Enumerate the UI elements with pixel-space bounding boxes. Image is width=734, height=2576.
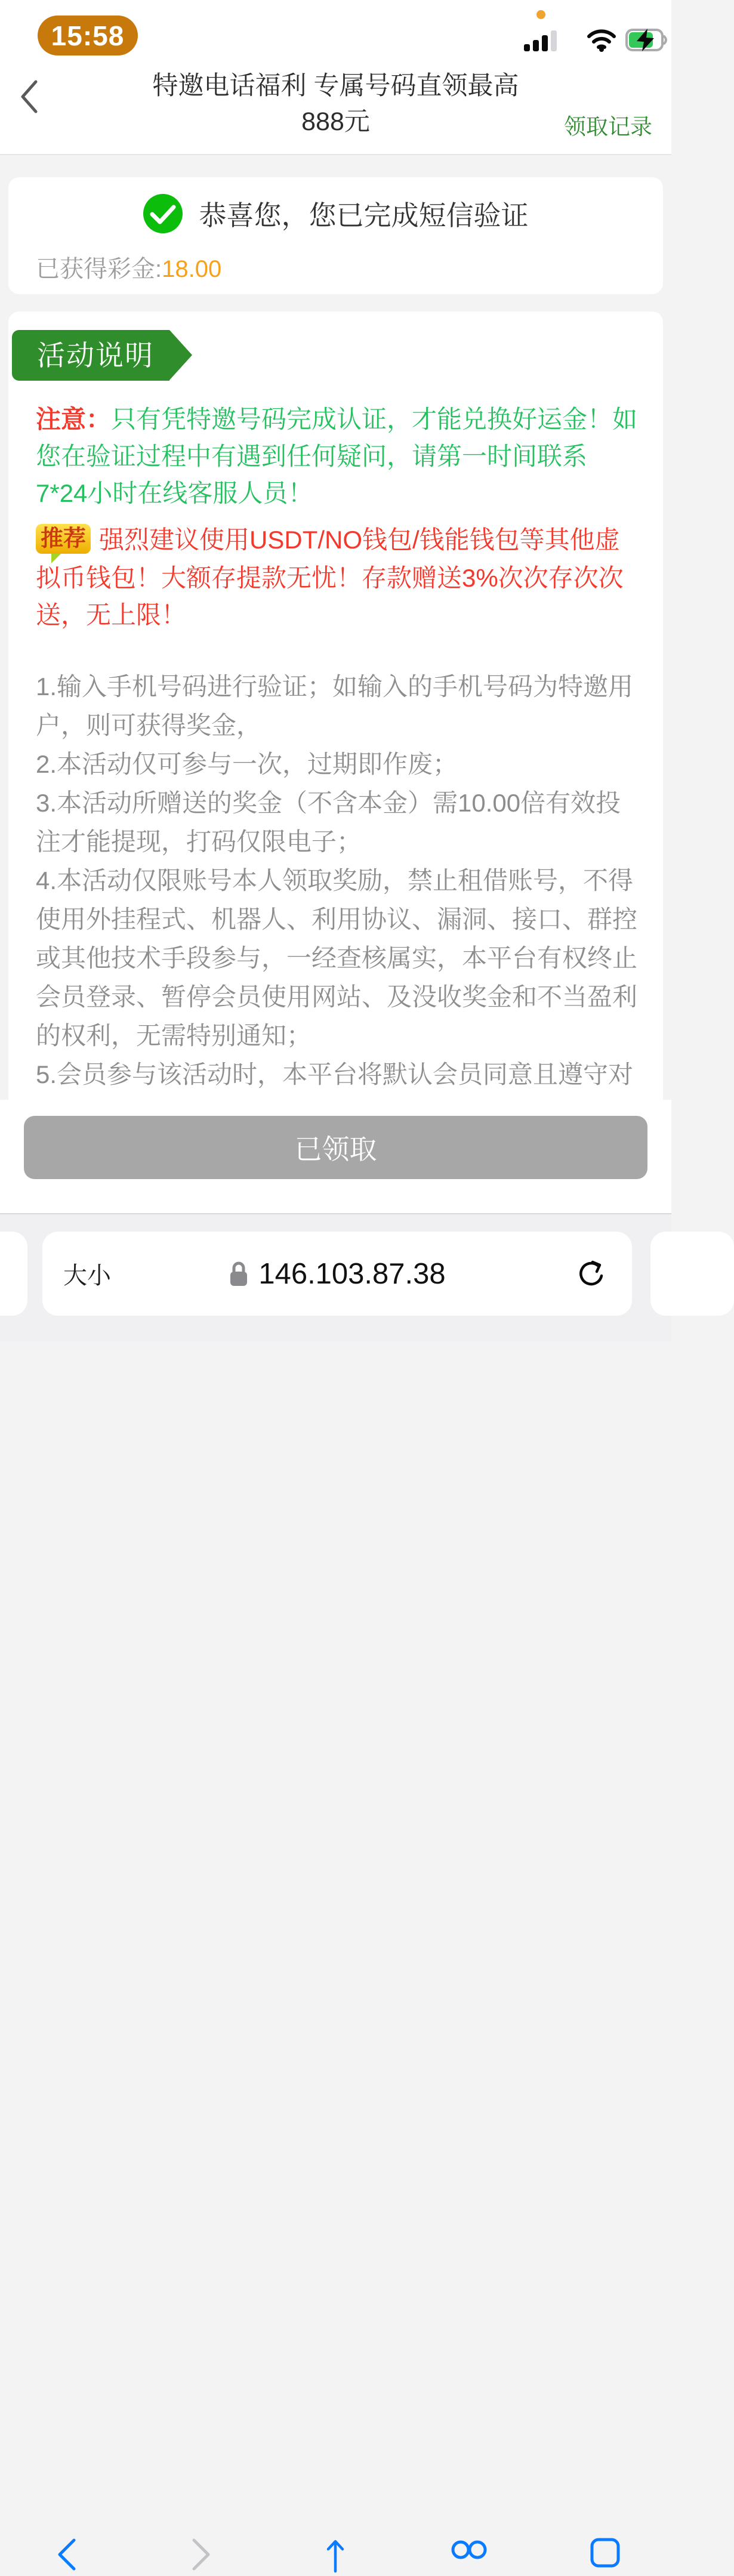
rule-item: 3.本活动所赠送的奖金（不含本金）需10.00倍有效投注才能提现，打码仅限电子； (36, 788, 621, 856)
wifi-icon (586, 29, 617, 53)
bonus-value: 18.00 (162, 256, 222, 282)
share-icon[interactable] (322, 2538, 349, 2576)
url-text: 146.103.87.38 (258, 1257, 446, 1290)
signal-bars-icon (524, 30, 561, 51)
url-bar[interactable] (42, 1232, 632, 1316)
reload-icon[interactable] (576, 1258, 607, 1291)
bookmarks-icon[interactable] (450, 2538, 489, 2574)
rule-item: 5.会员参与该活动时，本平台将默认会员同意且遵守对 (36, 1060, 634, 1088)
recommend-paragraph (36, 522, 639, 634)
font-size-button[interactable]: 大小 (63, 1263, 111, 1289)
battery-charging-icon (625, 29, 668, 51)
page-title: 特邀电话福利 专属号码直领最高888元 (152, 72, 519, 136)
claimed-button[interactable]: 已领取 (24, 1116, 647, 1179)
check-circle-icon (143, 194, 183, 233)
tabs-icon[interactable] (590, 2538, 620, 2571)
status-bar (0, 0, 671, 60)
claim-records-link[interactable]: 领取记录 (564, 115, 652, 139)
claim-bar (0, 1100, 671, 1213)
adjacent-tab-left[interactable] (0, 1232, 27, 1316)
rule-item: 2.本活动仅可参与一次，过期即作废； (36, 749, 458, 778)
verification-result-card (8, 177, 663, 294)
notice-text: 只有凭特邀号码完成认证，才能兑换好运金！如您在验证过程中有遇到任何疑问，请第一时间联系7*24小时在线客服人员！ (36, 405, 638, 507)
rules-list (36, 667, 639, 1171)
safari-bottom-bar (0, 1213, 671, 1341)
rule-item: 4.本活动仅限账号本人领取奖励，禁止租借账号，不得使用外挂程式、机器人、利用协议、漏洞、接口、群控或其他技术手段参与，一经查核属实，本平台有权终止会员登录、暂停会员使用网站、及没收奖金和不当盈利的权利，无需特别通知； (36, 866, 638, 1050)
back-icon[interactable] (55, 2538, 79, 2571)
activity-text (36, 401, 639, 1171)
iphone-screen (0, 0, 671, 1340)
nav-bar (0, 60, 671, 155)
lock-icon (229, 1260, 249, 1288)
status-time[interactable]: 15:58 (38, 16, 138, 55)
rule-item: 1.输入手机号码进行验证；如输入的手机号码为特邀用户，则可获得奖金， (36, 672, 634, 739)
back-chevron-icon[interactable] (18, 79, 42, 115)
notice-paragraph (36, 401, 639, 512)
activity-ribbon: 活动说明 (12, 330, 169, 381)
browser-toolbar (0, 2536, 671, 2555)
bonus-label: 已获得彩金: (36, 256, 162, 282)
adjacent-tab-right[interactable] (650, 1232, 734, 1316)
verification-message: 恭喜您，您已完成短信验证 (199, 200, 529, 231)
activity-description-card (8, 311, 663, 1141)
notice-label: 注意： (36, 405, 112, 433)
recommend-text: 强烈建议使用USDT/NO钱包/钱能钱包等其他虚拟币钱包！大额存提款无忧！存款赠送3%次次存次次送，无上限！ (36, 526, 624, 629)
forward-icon[interactable] (189, 2538, 213, 2571)
recommend-badge: 推荐 (36, 524, 91, 554)
bonus-line (36, 250, 221, 284)
mic-indicator-dot (536, 10, 545, 19)
